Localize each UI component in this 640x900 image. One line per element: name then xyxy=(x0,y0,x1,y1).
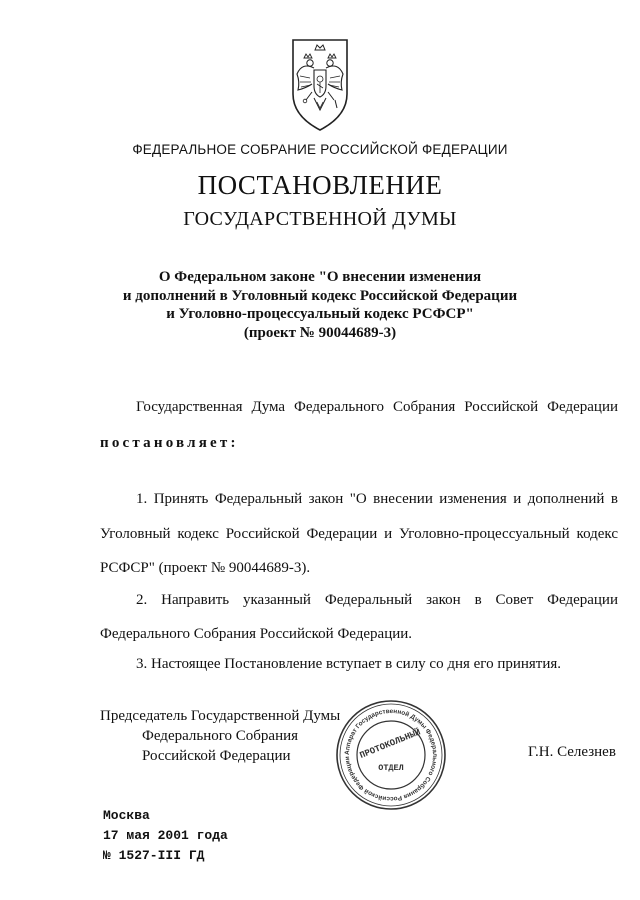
signer-title-line: Федерального Собрания xyxy=(142,728,299,744)
signer-title-line: Российской Федерации xyxy=(142,748,291,764)
footer-city: Москва xyxy=(103,808,150,823)
item-1-line: Уголовный кодекс Российской Федерации и Уголовно-процессуальный кодекс xyxy=(100,526,618,542)
subject-line: и дополнений в Уголовный кодекс Российской Федерации xyxy=(122,287,518,304)
item-1-line: 1. Принять Федеральный закон "О внесении изменения и дополнений в xyxy=(136,491,618,507)
signer-name: Г.Н. Селезнев xyxy=(528,744,616,760)
item-3-text: 3. Настоящее Постановление вступает в силу со дня его принятия. xyxy=(136,656,562,672)
item-1-line: РСФСР" (проект № 90044689-3). xyxy=(100,560,311,576)
subject-line: и Уголовно-процессуальный кодекс РСФСР" xyxy=(166,306,474,322)
stamp-ring-text: Аппарат Государственной Думы Федерального Собрания Российской Федерации xyxy=(343,707,439,803)
signer-title xyxy=(100,706,340,766)
coat-of-arms-emblem xyxy=(290,36,350,132)
footer-number: № 1527-III ГД xyxy=(103,848,205,863)
signer-title-line: Председатель Государственной Думы xyxy=(100,708,341,724)
stamp-center-top: ПРОТОКОЛЬНЫЙ xyxy=(358,727,423,761)
official-stamp xyxy=(334,698,448,812)
subject-line: (проект № 90044689-3) xyxy=(243,324,397,341)
document-subject xyxy=(0,268,640,342)
item-2-line: Федерального Собрания Российской Федерации. xyxy=(100,626,413,642)
footer-date: 17 мая 2001 года xyxy=(103,828,228,843)
document-type-title: ПОСТАНОВЛЕНИЕ xyxy=(197,170,443,200)
subject-line: О Федеральном законе "О внесении изменения xyxy=(158,269,482,285)
item-2-line: 2. Направить указанный Федеральный закон в Совет Федерации xyxy=(136,592,618,608)
document-footer xyxy=(103,806,228,866)
stamp-center-bottom: ОТДЕЛ xyxy=(378,763,404,773)
resolves-text: постановляет: xyxy=(100,435,239,451)
preamble-text: Государственная Дума Федерального Собрания Российской Федерации xyxy=(136,399,618,415)
organization-header: ФЕДЕРАЛЬНОЕ СОБРАНИЕ РОССИЙСКОЙ ФЕДЕРАЦИИ xyxy=(132,142,508,157)
document-issuer-title: ГОСУДАРСТВЕННОЙ ДУМЫ xyxy=(183,208,457,230)
